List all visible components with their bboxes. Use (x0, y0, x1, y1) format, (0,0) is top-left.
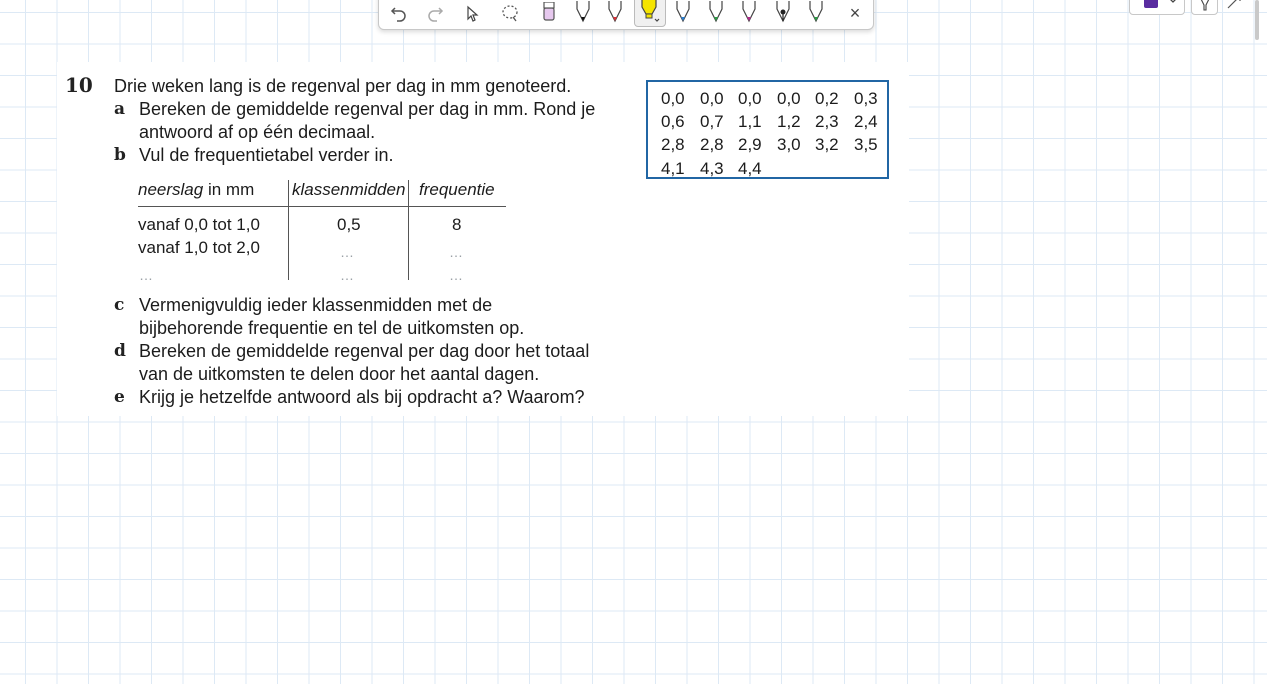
data-value: 1,2 (777, 112, 801, 131)
data-value: 4,3 (700, 159, 724, 178)
header-variable: neerslag (138, 180, 204, 199)
drawing-toolbar (378, 0, 874, 30)
question-c-line1: Vermenigvuldig ieder klassenmidden met de (139, 295, 493, 315)
data-value: 0,7 (700, 112, 724, 131)
data-value: 3,2 (815, 135, 839, 154)
select-icon[interactable] (458, 0, 486, 27)
expand-icon[interactable] (1226, 0, 1244, 12)
question-a-label: a (114, 99, 126, 119)
question-d-label: d (114, 341, 126, 361)
data-value: 3,5 (854, 135, 878, 154)
row3-freq: … (449, 267, 463, 283)
data-value: 0,6 (661, 112, 685, 131)
data-value: 0,3 (854, 89, 878, 108)
pen-blue-icon[interactable] (669, 0, 697, 27)
pen-black-icon[interactable] (569, 0, 597, 27)
header-klassenmidden: klassenmidden (292, 180, 406, 199)
row3-klasse: … (139, 267, 153, 283)
data-value: 1,1 (738, 112, 762, 131)
row3-midden: … (340, 267, 354, 283)
data-value: 2,9 (738, 135, 762, 154)
question-b-label: b (114, 145, 126, 165)
rainfall-data-box (646, 80, 889, 179)
redo-icon[interactable] (421, 0, 449, 27)
row1-midden: 0,5 (337, 215, 361, 234)
data-value: 0,0 (777, 89, 801, 108)
exercise-intro: Drie weken lang is de regenval per dag in mm genoteerd. (114, 76, 572, 96)
data-value: 2,8 (700, 135, 724, 154)
pin-button[interactable] (1191, 0, 1218, 15)
color-swatch (1144, 0, 1158, 8)
data-value: 4,4 (738, 159, 762, 178)
table-header-divider (138, 206, 506, 207)
row1-freq: 8 (452, 215, 462, 234)
data-value: 2,4 (854, 112, 878, 131)
question-e-line1: Krijg je hetzelfde antwoord als bij opdracht a? Waarom? (139, 387, 585, 407)
highlighter-yellow-icon[interactable] (634, 0, 666, 27)
pen-tip-icon[interactable] (769, 0, 797, 27)
data-value: 0,0 (661, 89, 685, 108)
pen-red-icon[interactable] (601, 0, 629, 27)
exercise-number: 10 (65, 73, 93, 97)
pen-green-icon[interactable] (702, 0, 730, 27)
row2-freq: … (449, 244, 463, 260)
pen-green-2-icon[interactable] (802, 0, 830, 27)
row2-midden: … (340, 244, 354, 260)
color-picker-button[interactable] (1129, 0, 1185, 15)
data-value: 2,3 (815, 112, 839, 131)
table-divider-2 (408, 180, 409, 280)
table-divider-1 (288, 180, 289, 280)
question-c-line2: bijbehorende frequentie en tel de uitkomsten op. (139, 318, 525, 338)
data-value: 2,8 (661, 135, 685, 154)
frequency-table (138, 176, 506, 283)
header-unit: in mm (207, 180, 255, 199)
lasso-icon[interactable] (496, 0, 524, 27)
scrollbar-thumb[interactable] (1255, 0, 1259, 40)
eraser-icon[interactable] (535, 0, 563, 27)
question-b-line1: Vul de frequentietabel verder in. (139, 145, 394, 165)
undo-icon[interactable] (385, 0, 413, 27)
pen-purple-icon[interactable] (735, 0, 763, 27)
close-icon[interactable]: × (849, 2, 861, 23)
data-value: 4,1 (661, 159, 685, 178)
question-e-label: e (114, 387, 125, 407)
data-value: 3,0 (777, 135, 801, 154)
data-value: 0,0 (738, 89, 762, 108)
header-frequentie: frequentie (419, 180, 495, 199)
data-value: 0,2 (815, 89, 839, 108)
question-d-line1: Bereken de gemiddelde regenval per dag door het totaal (139, 341, 590, 361)
row1-klasse: vanaf 0,0 tot 1,0 (138, 215, 260, 234)
question-a-line1: Bereken de gemiddelde regenval per dag in mm. Rond je (139, 99, 596, 119)
row2-klasse: vanaf 1,0 tot 2,0 (138, 238, 260, 257)
question-c-label: c (114, 295, 125, 315)
question-d-line2: van de uitkomsten te delen door het aantal dagen. (139, 364, 540, 384)
header-neerslag (138, 180, 254, 200)
data-value: 0,0 (700, 89, 724, 108)
pin-icon (1198, 0, 1212, 12)
question-a-line2: antwoord af op één decimaal. (139, 122, 376, 142)
chevron-down-icon (1168, 0, 1178, 5)
